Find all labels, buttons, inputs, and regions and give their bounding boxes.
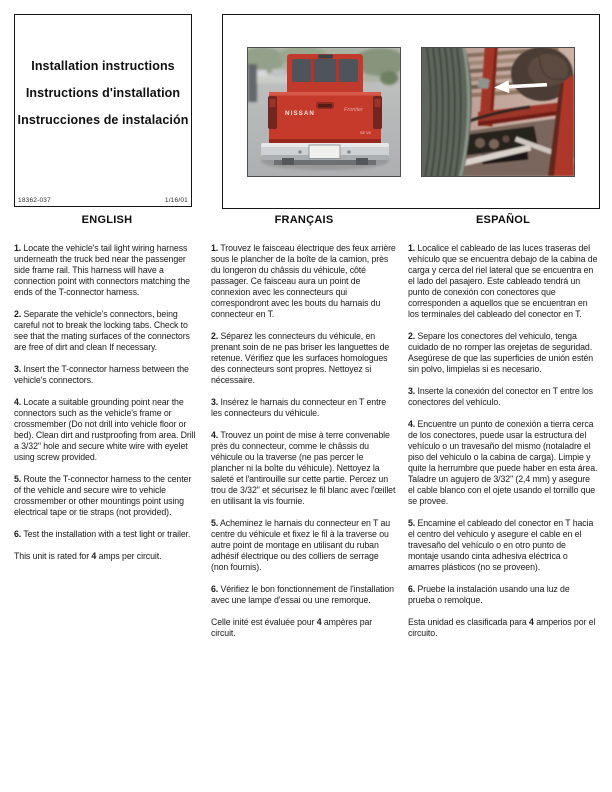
step	[14, 529, 200, 540]
step-number: 3.	[14, 364, 22, 374]
rating-pre: Esta unidad es clasificada para	[408, 617, 527, 627]
step-number: 4.	[408, 419, 416, 429]
rating-amps: 4	[316, 617, 322, 627]
step-text: Séparez les connecteurs du véhicule, en prenant soin de ne pas briser les languettes de retenue. Vérifiez que les surfaces homologues des connecteurs sont propres. Nettoyez si nécessaire.	[211, 331, 390, 385]
column-heading-french: FRANÇAIS	[274, 214, 334, 226]
title-french: Instructions d'installation	[25, 86, 181, 100]
rating-post: ampères par circuit.	[211, 617, 373, 638]
step-text: Insert the T-connector harness between the vehicle's connectors.	[14, 364, 189, 385]
step	[408, 518, 598, 573]
part-number: 18362-037	[18, 197, 51, 204]
step-number: 6.	[408, 584, 416, 594]
truck-trim-text: SE V6	[360, 130, 371, 135]
step-text: Locate the vehicle's tail light wiring harness underneath the truck bed near the passenger side frame rail. This harness will have a connection point with connectors matching the ends of the T-connector harness.	[14, 243, 190, 297]
rating-amps: 4	[529, 617, 534, 627]
column-spanish	[408, 214, 598, 639]
step-number: 6.	[211, 584, 219, 594]
connector	[477, 77, 490, 89]
step-number: 1.	[408, 243, 416, 253]
rating-post: amps per circuit.	[98, 551, 162, 561]
truck-rear-photo	[247, 47, 401, 177]
column-english	[14, 214, 200, 639]
rating-pre: Celle inité est évaluée pour	[211, 617, 315, 627]
title-box	[14, 14, 192, 207]
step-text: Insérez le harnais du connecteur en T entre les connecteurs du véhicule.	[211, 397, 387, 418]
step-number: 4.	[211, 430, 219, 440]
step-number: 5.	[211, 518, 219, 528]
truck-badge-text: Frontier	[344, 106, 363, 113]
step	[14, 243, 200, 298]
tire	[421, 47, 472, 177]
step-number: 2.	[408, 331, 416, 341]
step-text: Trouvez un point de mise à terre convenable près du connecteur, comme le châssis du véhicule ou la traverse (ne pas percer le plancher ni la boîte du véhicule). Nettoyez la saleté et l'antirouille sur cette partie. Percez un trou de 3/32" et sécurisez le fil blanc avec l'œillet en utilisant la vis fournie.	[211, 430, 396, 506]
step-text: Encuentre un punto de conexión a tierra cerca de los conectores, puede usar la estructura del vehículo o un travesaño del mismo (notaladre el piso del vehiculo o la cabina de carga). Limpie y quite la herrumbre que puede haber en esta área. Taladre un agujero de 3/32" (2,4 mm) y asegure el cable blanco con el ojete usando el tornillo que se provee.	[408, 419, 598, 506]
revision-date: 1/16/01	[164, 197, 188, 204]
step	[211, 331, 397, 386]
step	[211, 584, 397, 606]
step	[408, 331, 598, 375]
rating-note	[211, 617, 397, 639]
step-number: 4.	[14, 397, 22, 407]
title-box-footer	[15, 197, 191, 206]
step-number: 1.	[211, 243, 219, 253]
step	[211, 430, 397, 507]
step	[408, 584, 598, 606]
step	[14, 309, 200, 353]
step	[408, 243, 598, 320]
rating-note	[408, 617, 598, 639]
title-spanish: Instrucciones de instalación	[17, 113, 189, 127]
step-number: 1.	[14, 243, 22, 253]
step	[14, 364, 200, 386]
instruction-columns	[14, 214, 598, 639]
truck-make-text: NISSAN	[285, 109, 315, 117]
step	[14, 474, 200, 518]
step	[211, 397, 397, 419]
step-text: Separate the vehicle's connectors, being careful not to break the locking tabs. Check to see that the mating surfaces of the connectors are free of dirt and clean If necessary.	[14, 309, 190, 352]
step-text: Test the installation with a test light or trailer.	[23, 529, 191, 539]
step	[408, 386, 598, 408]
step-text: Separe los conectores del vehiculo, tenga cuidado de no romper las orejetas de seguridad. Asegúrese de que las superficies de unión estén sin polvo, limpielas si es necesario.	[408, 331, 594, 374]
step-text: Vérifiez le bon fonctionnement de l'installation avec une lampe d'essai ou une remorque.	[211, 584, 394, 605]
rating-amps: 4	[91, 551, 97, 561]
step	[408, 419, 598, 507]
step-number: 2.	[14, 309, 22, 319]
truck-bumper	[261, 143, 389, 165]
rating-post: amperios por el circuito.	[408, 617, 596, 638]
step	[14, 397, 200, 463]
step-number: 3.	[211, 397, 219, 407]
step-text: Inserte la conexión del conector en T entre los conectores del vehículo.	[408, 386, 593, 407]
step-text: Acheminez le harnais du connecteur en T au centre du véhicule et fixez le fil à la traverse ou autre point de montage en utilisant du ruban adhésif électrique ou des colliers de serrage (non fournis).	[211, 518, 391, 572]
step-number: 3.	[408, 386, 416, 396]
rating-pre: This unit is rated for	[14, 551, 90, 561]
step-text: Localice el cableado de las luces traseras del vehículo que se encuentra debajo de la cabina de carga y cerca del riel lateral que se encuentra en el lado del pasajero. Este cableado tendrá un punto de conexión con conectores que corresponden a aquellos que se encuentran en los terminales del cableado del conector en T.	[408, 243, 598, 319]
step-number: 2.	[211, 331, 219, 341]
step-number: 5.	[14, 474, 22, 484]
step-number: 5.	[408, 518, 416, 528]
title-group	[15, 15, 191, 134]
column-french	[211, 214, 397, 639]
photo-box	[222, 14, 600, 209]
rating-note	[14, 551, 200, 562]
column-heading-english: ENGLISH	[81, 214, 133, 226]
title-english: Installation instructions	[31, 59, 175, 73]
step	[211, 518, 397, 573]
step-text: Pruebe la instalación usando una luz de prueba o remolque.	[408, 584, 570, 605]
step-text: Route the T-connector harness to the center of the vehicle and secure wire to vehicle crossmember or other mountings point using electrical tape or tie straps (not provided).	[14, 474, 192, 517]
step-text: Locate a suitable grounding point near the connectors such as the vehicle's frame or crossmember (Do not drill into vehicle floor or bed). Clean dirt and rustproofing from area. Drill a 3/32" hole and secure white wire with eyelet using screw provided.	[14, 397, 196, 462]
step	[211, 243, 397, 320]
step-text: Encamine el cableado del conector en T hacia el centro del vehiculo y asegure el cable en el travesaño del vehículo o en otro punto de montaje usando cinta adhesiva eléctrica o amarres plásticos (no se proveen).	[408, 518, 594, 572]
step-text: Trouvez le faisceau électrique des feux arrière sous le plancher de la boîte de la camion, près du longeron du châssis du véhicule, côté passager. Ce faisceau aura un point de connexion avec les connecteurs qui correspondront avec les bouts du harnais du connecteur en T.	[211, 243, 396, 319]
step-number: 6.	[14, 529, 22, 539]
underbody-photo	[421, 47, 575, 177]
column-heading-spanish: ESPAÑOL	[475, 214, 531, 226]
